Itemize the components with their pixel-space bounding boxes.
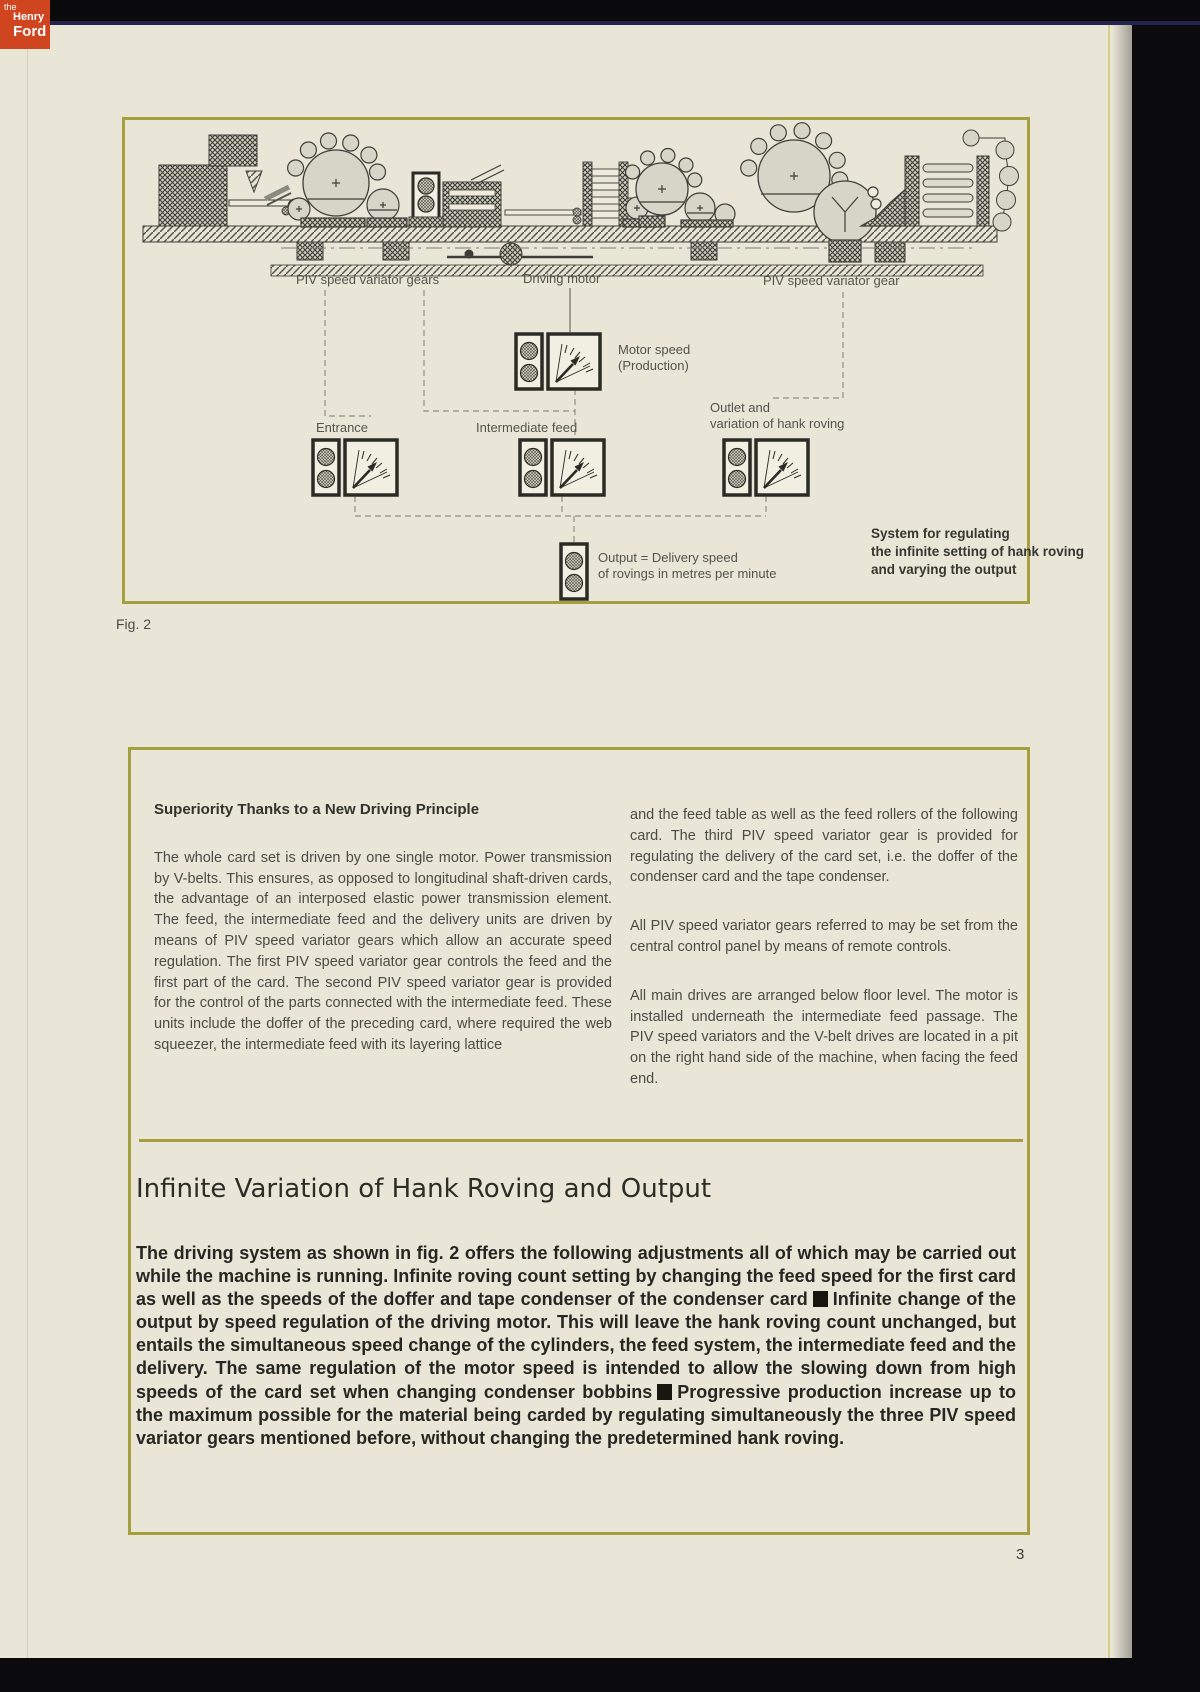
outlet-controls: [724, 440, 808, 495]
bold-paragraph: [136, 1242, 1016, 1450]
label-piv-gears-left: PIV speed variator gears: [296, 272, 440, 287]
logo-ford: Ford: [13, 23, 47, 40]
label-driving-motor: Driving motor: [523, 271, 601, 286]
square-bullet: [657, 1384, 672, 1400]
label-outlet: Outlet and variation of hank roving: [710, 400, 845, 431]
section-heading: Infinite Variation of Hank Roving and Output: [136, 1174, 712, 1204]
column-right: [630, 805, 1018, 1090]
intermediate-feed-controls: [520, 440, 604, 495]
entrance-controls: [313, 440, 397, 495]
output-controls: [561, 544, 587, 599]
scan-top-bar: [0, 0, 1200, 21]
figure-caption: Fig. 2: [116, 616, 152, 632]
paragraph: The whole card set is driven by one single motor. Power transmission by V-belts. This ensures, as opposed to longitudinal shaft-driven cards, the advantage of an interposed elastic power transmission element. The feed, the intermediate feed and the delivery units are driven by means of PIV speed variator gears which allow an accurate speed regulation. The first PIV speed variator gear controls the feed and the first part of the card. The second PIV speed variator gear is provided for the control of the parts connected with the intermediate feed. These units include the doffer of the preceding card, where required the web squeezer, the intermediate feed with its layering lattice: [154, 849, 612, 1053]
page-number: 3: [1016, 1546, 1025, 1563]
figure-2-box: [122, 117, 1085, 604]
section-divider: [139, 1139, 1023, 1142]
motor-speed-controls: [516, 334, 600, 389]
bold-text-1: The driving system as shown in fig. 2 offers the following adjustments all of which may be carried out while the machine is running. Infinite roving count setting by changing the feed speed for the first card as well as the speeds of the doffer and tape condenser of the condenser card: [136, 1243, 1016, 1310]
label-output: Output = Delivery speed of rovings in metres per minute: [598, 550, 777, 581]
henry-ford-logo: [0, 0, 50, 49]
page-crease: [27, 25, 28, 1658]
bold-text-2: Infinite change of the output by speed regulation of the driving motor. This will leave the hank roving count unchanged, but entails the simultaneous speed change of the cylinders, the feed system, the intermediate feed and the delivery. The same regulation of the motor speed is intended to allow the slowing down from high speeds of the card set when changing condenser bobbins: [136, 1289, 1016, 1402]
column-left: [154, 800, 612, 1056]
label-entrance: Entrance: [316, 420, 369, 435]
page-edge-shadow: [1112, 25, 1132, 1658]
article-box: [128, 747, 1030, 1535]
page-edge-highlight: [1108, 25, 1110, 1658]
label-system: System for regulating the infinite setting of hank roving and varying the output: [871, 526, 1085, 577]
floor-and-pit: [143, 226, 997, 276]
logo-the: the: [4, 2, 17, 12]
label-intermediate-feed: Intermediate feed: [476, 420, 578, 435]
paragraph: All main drives are arranged below floor level. The motor is installed underneath the intermediate feed passage. The PIV speed variators and the V-belt drives are located in a pit on the right hand side of the machine, when facing the feed end.: [630, 987, 1018, 1087]
intermediate-feed-stand: [443, 165, 581, 227]
paragraph: and the feed table as well as the feed rollers of the following card. The third PIV speed variator gear is provided for regulating the delivery of the card set, i.e. the doffer of the condenser card and the tape condenser.: [630, 807, 1018, 886]
web-squeezer: [409, 173, 443, 227]
column-heading: Superiority Thanks to a New Driving Principle: [154, 801, 480, 818]
square-bullet: [813, 1291, 828, 1307]
bold-text-3: Progressive production increase up to the maximum possible for the material being carded by regulating simultaneously the three PIV speed variator gears mentioned before, without changing the predetermined hank roving.: [136, 1381, 1016, 1448]
logo-henry: Henry: [13, 11, 45, 23]
paragraph: All PIV speed variator gears referred to may be set from the central control panel by means of remote controls.: [630, 918, 1018, 955]
label-piv-gear-right: PIV speed variator gear: [763, 273, 900, 288]
label-motor-speed: Motor speed (Production): [618, 342, 691, 373]
feed-hopper: [159, 135, 302, 226]
card-cylinder-1: [288, 133, 407, 227]
tape-condenser: [905, 130, 1019, 231]
card-cylinder-2: [623, 149, 735, 228]
